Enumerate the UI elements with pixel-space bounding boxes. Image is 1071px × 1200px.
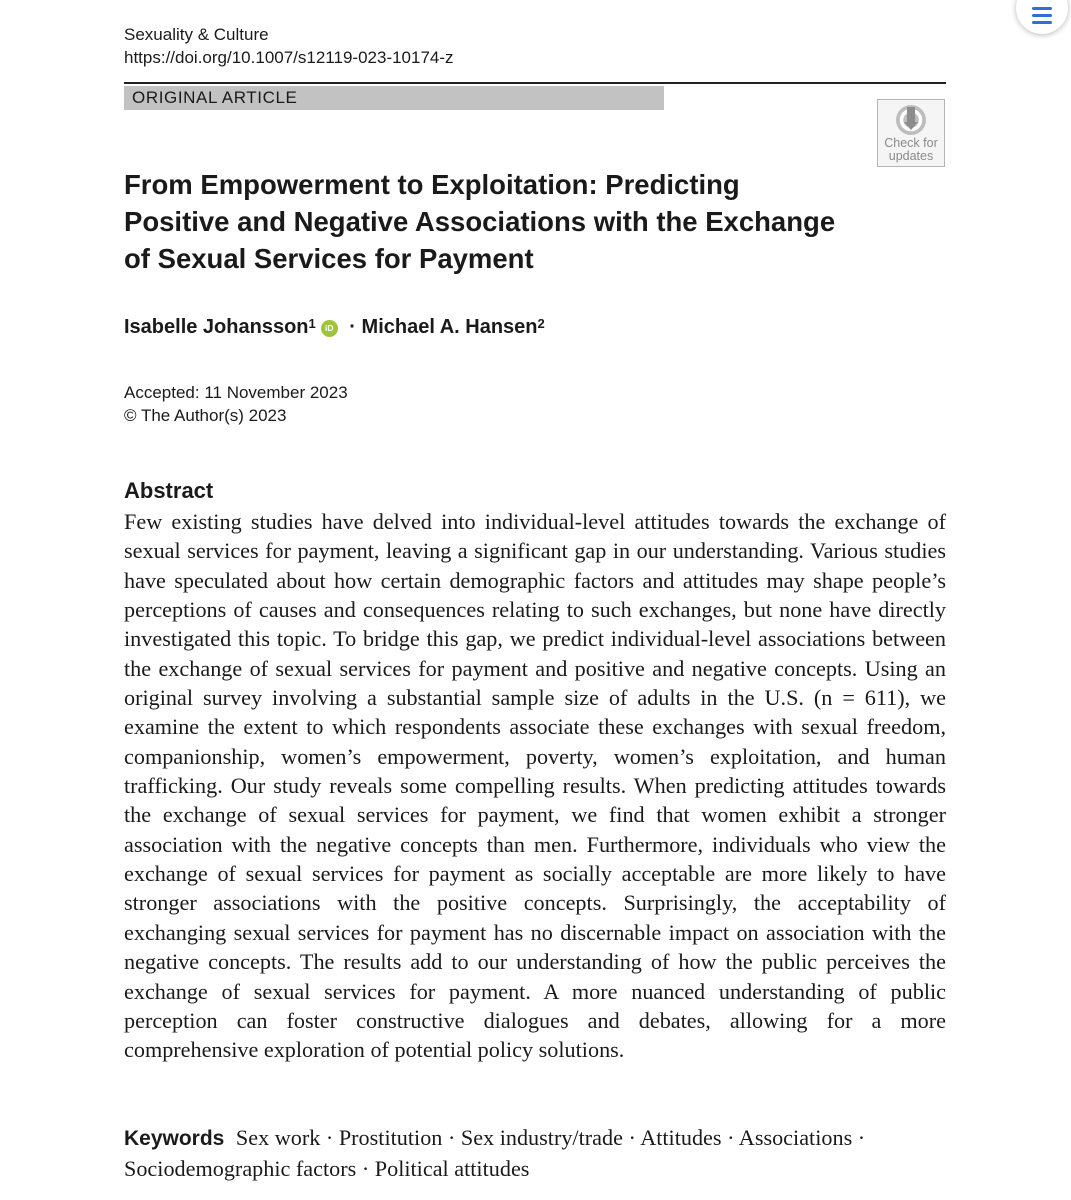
article-title: From Empowerment to Exploitation: Predicting Positive and Negative Associations with the Exchange of Sexual Services for Payment [124, 169, 836, 274]
abstract-text: Few existing studies have delved into individual-level attitudes towards the exchange of sexual services for payment, leaving a significant gap in our understanding. Various studies have speculated about how certain demographic factors and attitudes may shape people’s perceptions of causes and consequences relating to such exchanges, but none have directly investigated this topic. To bridge this gap, we predict individual-level associations between the exchange of sexual services for payment and positive and negative concepts. Using an original survey involving a substantial sample size of adults in the U.S. (n = 611), we examine the extent to which respondents associate these exchanges with sexual freedom, companionship, women’s empowerment, poverty, women’s exploitation, and human trafficking. Our study reveals some compelling results. When predicting attitudes towards the exchange of sexual services for payment, we find that women exhibit a stronger association with the negative concepts than men. Furthermore, individuals who view the exchange of sexual services for payment as socially acceptable are more likely to have stronger associations with the positive concepts. Surprisingly, the acceptability of exchanging sexual services for payment has no discernable impact on association with the negative concepts. The results add to our understanding of how the public perceives the exchange of sexual services for payment. A more nuanced understanding of public perception can foster constructive dialogues and debates, allowing for a more comprehensive exploration of potential policy solutions. [124, 509, 946, 1063]
author-separator: · [343, 316, 362, 338]
author-list [124, 312, 545, 342]
check-for-updates-line2: updates [888, 149, 934, 163]
accepted-date: Accepted: 11 November 2023 [124, 383, 348, 402]
copyright-notice: © The Author(s) 2023 [124, 406, 287, 425]
keywords [124, 1123, 934, 1183]
orcid-icon[interactable]: iD [321, 320, 338, 337]
keywords-label: Keywords [124, 1127, 225, 1150]
doi-link[interactable]: https://doi.org/10.1007/s12119-023-10174-z [124, 48, 454, 67]
author-name[interactable]: Isabelle Johansson [124, 316, 309, 338]
article-type-banner: ORIGINAL ARTICLE [124, 86, 664, 110]
author-affiliation: 1 [308, 316, 316, 331]
journal-name: Sexuality & Culture [124, 25, 269, 44]
author-affiliation: 2 [537, 316, 545, 331]
author-name[interactable]: Michael A. Hansen [361, 316, 538, 338]
publication-dates [124, 381, 348, 427]
abstract-heading: Abstract [124, 478, 214, 503]
keywords-list: Sex work · Prostitution · Sex industry/trade · Attitudes · Associations · Sociodemographic factors · Political attitudes [124, 1125, 866, 1181]
hamburger-menu-icon [1032, 7, 1052, 10]
header-divider [124, 82, 946, 84]
check-for-updates-badge[interactable] [877, 99, 945, 167]
check-for-updates-icon [894, 103, 928, 137]
menu-button[interactable] [1016, 0, 1068, 34]
check-for-updates-line1: Check for [884, 136, 938, 150]
